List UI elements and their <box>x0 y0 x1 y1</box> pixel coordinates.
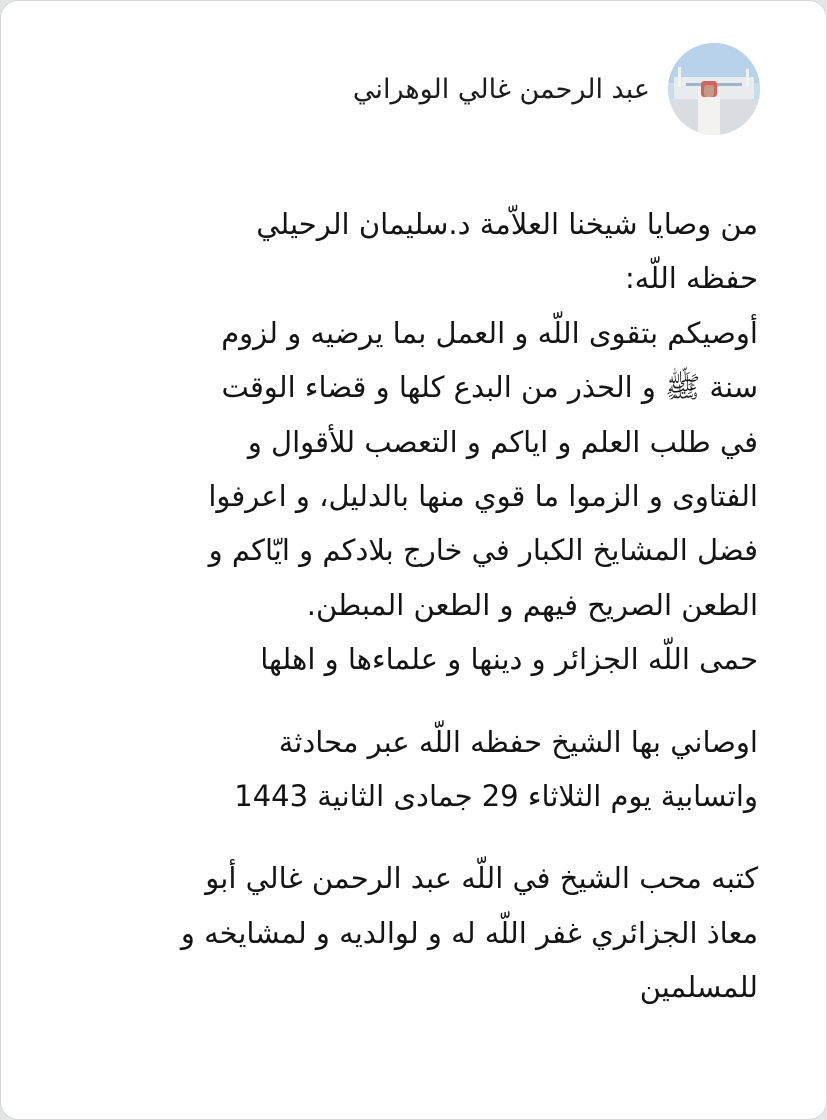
text-line: معاذ الجزائري غفر اللّه له و لوالديه و لمشايخه و <box>180 915 758 950</box>
post-paragraph <box>78 851 758 1014</box>
post-body <box>78 197 758 1015</box>
text-line: حمى اللّه الجزائر و دينها و علماءها و اهلها <box>260 642 758 677</box>
avatar-photo-icon <box>668 43 760 135</box>
text-line: الطعن الصريح فيهم و الطعن المبطن. <box>306 587 758 622</box>
text-line: كتبه محب الشيخ في اللّه عبد الرحمن غالي أبو <box>205 861 758 896</box>
text-line: واتسابية يوم الثلاثاء 29 جمادى الثانية 1443 <box>234 779 758 814</box>
post-paragraph <box>78 715 758 824</box>
author-avatar[interactable] <box>668 43 760 135</box>
text-line: سنة ﷺ و الحذر من البدع كلها و قضاء الوقت <box>221 370 758 405</box>
text-line: في طلب العلم و اياكم و التعصب للأقوال و <box>247 424 758 459</box>
post-header <box>353 43 760 135</box>
text-line: الفتاوى و الزموا ما قوي منها بالدليل، و اعرفوا <box>208 479 758 514</box>
text-line: فضل المشايخ الكبار في خارج بلادكم و ايّاكم و <box>208 533 758 568</box>
text-line: من وصايا شيخنا العلاّمة د.سليمان الرحيلي <box>256 207 758 241</box>
author-name[interactable]: عبد الرحمن غالي الوهراني <box>352 73 650 105</box>
text-line: اوصاني بها الشيخ حفظه اللّه عبر محادثة <box>278 724 758 759</box>
text-line: حفظه اللّه: <box>625 261 758 296</box>
text-line: أوصيكم بتقوى اللّه و العمل بما يرضيه و لزوم <box>221 315 758 350</box>
post-paragraph <box>78 197 758 687</box>
text-line: للمسلمين <box>639 970 758 1005</box>
